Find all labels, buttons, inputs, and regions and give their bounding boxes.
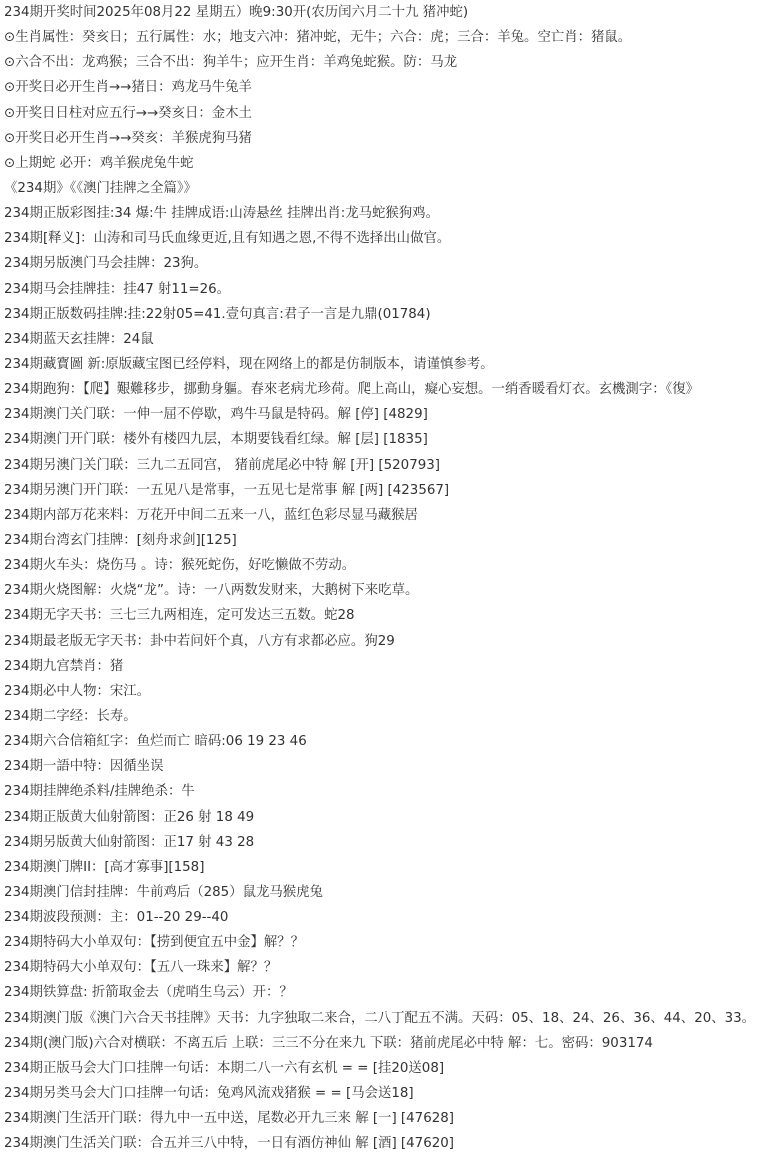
text-line: 234期必中人物：宋江。: [4, 683, 151, 699]
text-line: 234期正版数码挂牌:挂:22射05=41.壹句真言:君子一言是九鼎(01784): [4, 306, 431, 322]
text-line: 234期澳门牌II：[高才寡事][158]: [4, 859, 205, 875]
text-line: 234期六合信箱紅字：鱼烂而亡 暗码:06 19 23 46: [4, 734, 307, 750]
text-line: 234期另版澳门马会挂牌：23狗。: [4, 256, 208, 272]
text-line: 234期内部万花来料：万花开中间二五来一八，蓝红色彩尽显马藏猴居: [4, 507, 418, 523]
text-line: ⊙开奖日必开生肖→→猪日：鸡龙马牛兔羊: [4, 80, 252, 96]
text-line: 234期挂牌绝杀料/挂牌绝杀：牛: [4, 784, 195, 800]
text-line: ⊙六合不出：龙鸡猴；三合不出：狗羊牛；应开生肖：羊鸡兔蛇猴。防：马龙: [4, 55, 458, 71]
text-line: 234期火烧图解：火烧“龙”。诗：一八两数发财来，大鹅树下来吃草。: [4, 583, 419, 599]
text-line: 234期台湾玄门挂牌：[刻舟求剑][125]: [4, 532, 237, 548]
text-line: 234期正版彩图挂:34 爆:牛 挂牌成语:山涛悬丝 挂牌出肖:龙马蛇猴狗鸡。: [4, 206, 439, 222]
text-line: 234期无字天书：三七三九两相连，定可发达三五数。蛇28: [4, 608, 355, 624]
text-line: 234期二字经：长寿。: [4, 708, 137, 724]
text-line: 234期正版马会大门口挂牌一句话：本期二八一六有玄机 = = [挂20送08]: [4, 1060, 445, 1076]
text-line: ⊙上期蛇 必开：鸡羊猴虎兔牛蛇: [4, 155, 194, 171]
text-line: 234期蓝天玄挂牌：24鼠: [4, 331, 154, 347]
text-line: 234期另版黄大仙射箭图：正17 射 43 28: [4, 834, 255, 850]
text-line: 234期另类马会大门口挂牌一句话：兔鸡风流戏猪猴 = = [马会送18]: [4, 1086, 414, 1102]
text-line: 234期澳门关门联：一伸一屈不停歇，鸡牛马鼠是特码。解 [停] [4829]: [4, 407, 428, 423]
text-line: ⊙开奖日日柱对应五行→→癸亥日：金木土: [4, 105, 252, 121]
text-line: 234期澳门版《澳门六合天书挂牌》天书：九字独取二来合，二八丁配五不满。天码：05、18、24、26、36、44、20、33。: [4, 1010, 756, 1026]
text-line: ⊙开奖日必开生肖→→癸亥：羊猴虎狗马猪: [4, 130, 252, 146]
text-line: 234期另澳门关门联：三九二五同宫， 猪前虎尾必中特 解 [开] [520793]: [4, 457, 440, 473]
text-line: 234期跑狗：【爬】艱難移步，挪動身軀。春來老病尤珍荷。爬上高山，癡心妄想。一绡香暖看灯衣。玄機測字：《復》: [4, 382, 700, 398]
text-line: 234期特码大小单双句：【五八一珠来】解？？: [4, 960, 278, 976]
text-line: 234期九宫禁肖：猪: [4, 658, 124, 674]
text-line: 《234期》《《澳门挂牌之全篇》》: [4, 180, 197, 196]
text-line: 234期澳门生活开门联：得九中一五中送，尾数必开九三来 解 [一] [47628]: [4, 1111, 454, 1127]
document-text: [4, 0, 779, 1156]
text-line: 234期一語中特：因循坐误: [4, 759, 164, 775]
text-line: 234期澳门信封挂牌：牛前鸡后（285）鼠龙马猴虎兔: [4, 884, 323, 900]
text-line: 234期正版黄大仙射箭图：正26 射 18 49: [4, 809, 255, 825]
text-line: 234期[释义]：山涛和司马氏血缘更近,且有知遇之恩,不得不选择出山做官。: [4, 231, 451, 247]
text-line: 234期铁算盘: 折箭取金去（虎哨生乌云）开：？: [4, 985, 293, 1001]
text-line: 234期波段预测：主：01--20 29--40: [4, 910, 229, 926]
text-line: 234期另澳门开门联：一五见八是常事，一五见七是常事 解 [两] [423567]: [4, 482, 450, 498]
text-line: 234期开奖时间2025年08月22 星期五）晚9:30开(农历闰六月二十九 猪冲蛇): [4, 5, 469, 20]
text-line: 234期澳门开门联：楼外有楼四九层，本期要钱看红绿。解 [层] [1835]: [4, 432, 428, 448]
text-line: 234期(澳门版)六合对横联：不离五后 上联：三三不分在来九 下联：猪前虎尾必中特 解：七。密码：903174: [4, 1035, 653, 1051]
text-line: 234期特码大小单双句：【捞到便宜五中金】解？？: [4, 935, 305, 951]
text-line: 234期马会挂牌挂：挂47 射11=26。: [4, 281, 231, 297]
text-line: 234期藏寳圖 新:原版藏宝图已经停料，现在网络上的都是仿制版本，请谨慎参考。: [4, 356, 494, 372]
text-line: ⊙生肖属性：癸亥日；五行属性：水；地支六冲：猪冲蛇，无牛；六合：虎；三合：羊兔。空亡肖：猪鼠。: [4, 30, 632, 46]
text-line: 234期最老版无字天书：卦中若问奸个真，八方有求都必应。狗29: [4, 633, 395, 649]
text-line: 234期火车头：烧伤马 。诗：猴死蛇伤，好吃懒做不劳动。: [4, 558, 356, 574]
text-line: 234期澳门生活关门联：合五并三八中特，一日有酒仿神仙 解 [酒] [47620]: [4, 1136, 454, 1152]
